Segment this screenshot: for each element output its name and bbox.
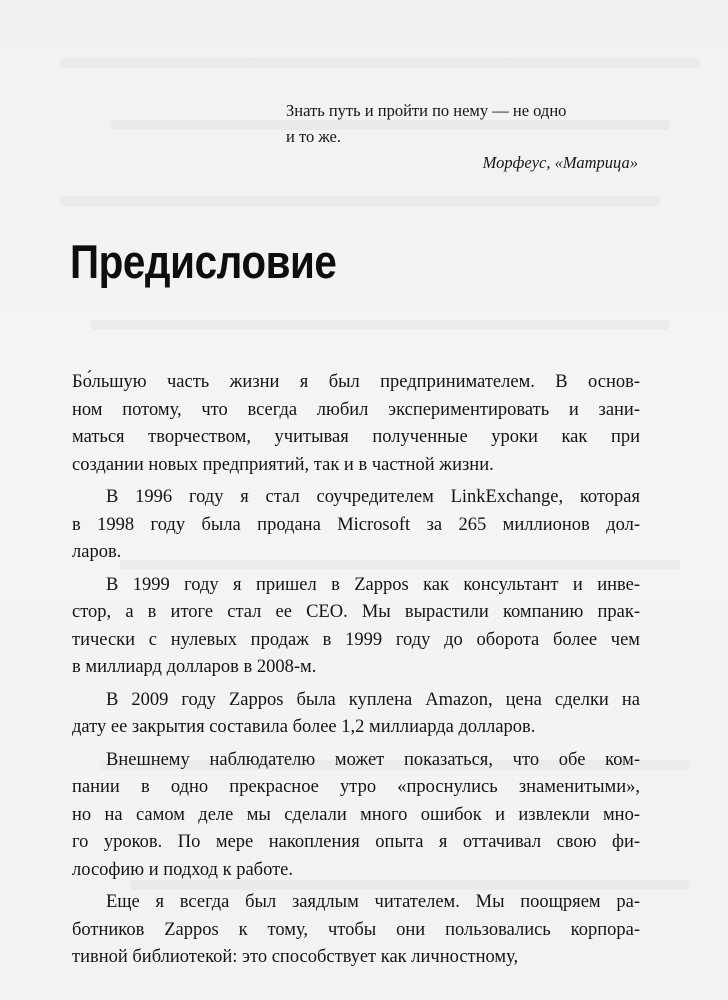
show-through-texture xyxy=(90,320,670,330)
text-line: тивной библиотекой: это способствует как личностному, xyxy=(72,947,519,967)
text-line: создании новых предприятий, так и в частной жизни. xyxy=(72,454,494,475)
text-line: Еще я всегда был заядлым читателем. Мы поощряем ра- xyxy=(106,892,640,912)
text-line: в 1998 году была продана Microsoft за 265 миллионов дол- xyxy=(72,514,640,535)
text-line: В 2009 году Zappos была куплена Amazon, цена сделки на xyxy=(106,689,640,710)
text-line: ном потому, что всегда любил экспериментировать и зани- xyxy=(72,399,640,420)
paragraph xyxy=(72,747,640,885)
text-line: ларов. xyxy=(72,542,122,562)
epigraph-quote-line: Знать путь и пройти по нему — не одно xyxy=(286,101,567,120)
text-line: в миллиард долларов в 2008-м. xyxy=(72,657,317,677)
text-line: маться творчеством, учитывая полученные уроки как при xyxy=(72,427,640,447)
paragraph xyxy=(72,889,640,972)
text-line: В 1996 году я стал соучредителем LinkExchange, которая xyxy=(106,487,640,507)
paragraph xyxy=(72,484,640,567)
text-line: лософию и подход к работе. xyxy=(72,859,294,880)
epigraph-author: Морфеус, «Матрица» xyxy=(482,153,638,172)
text-line: стор, а в итоге стал ее CEO. Мы вырастили компанию прак- xyxy=(72,602,640,622)
show-through-texture xyxy=(60,58,700,68)
paragraph xyxy=(72,687,640,742)
paragraph xyxy=(72,572,640,682)
text-line: го уроков. По мере накопления опыта я оттачивал свою фи- xyxy=(72,832,640,852)
text-line: ботников Zappos к тому, чтобы они пользовались корпора- xyxy=(72,919,640,940)
epigraph xyxy=(286,98,638,176)
show-through-texture xyxy=(60,196,660,206)
text-line: дату ее закрытия составила более 1,2 миллиарда долларов. xyxy=(72,717,536,737)
text-line: тически с нулевых продаж в 1999 году до оборота более чем xyxy=(72,629,640,650)
text-line: но на самом деле мы сделали много ошибок и извлекли мно- xyxy=(72,804,640,825)
text-line: Внешнему наблюдателю может показаться, что обе ком- xyxy=(106,749,640,770)
body-text xyxy=(72,369,640,977)
paragraph xyxy=(72,369,640,479)
text-line: пании в одно прекрасное утро «проснулись знаменитыми», xyxy=(72,777,640,797)
text-line: В 1999 году я пришел в Zappos как консультант и инве- xyxy=(106,574,640,595)
chapter-title: Предисловие xyxy=(70,235,337,288)
text-line: Бо́льшую часть жизни я был предпринимателем. В основ- xyxy=(72,372,640,392)
epigraph-quote-line: и то же. xyxy=(286,127,341,146)
